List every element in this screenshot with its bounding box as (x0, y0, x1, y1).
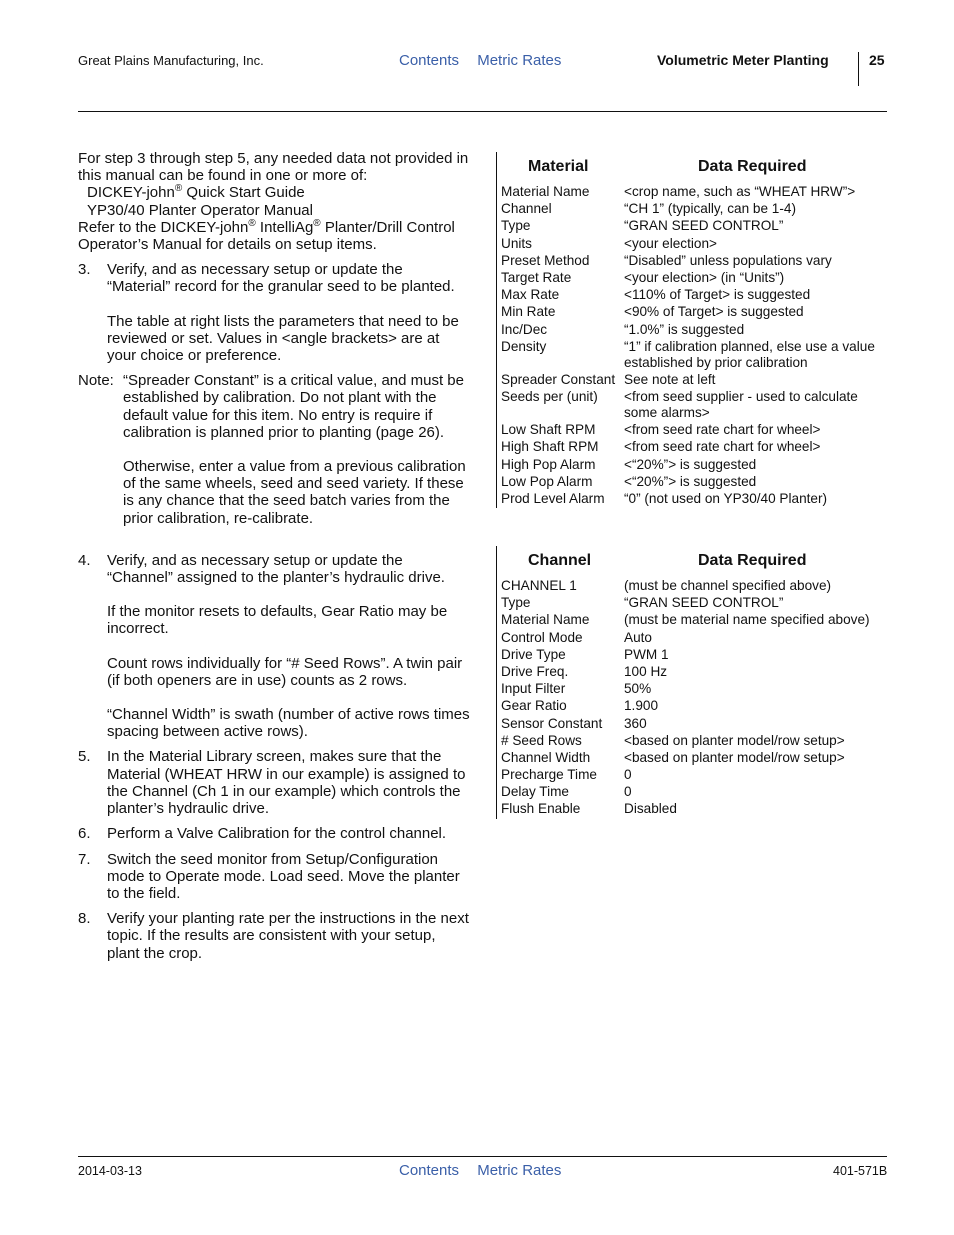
note-label: Note: (78, 372, 114, 390)
parameter-value: <your election> (624, 235, 717, 251)
table-row (497, 578, 892, 594)
parameter-value: 360 (624, 715, 647, 731)
header-divider (858, 52, 859, 86)
parameter-name: CHANNEL 1 (501, 578, 577, 593)
table-row (497, 304, 892, 320)
table-row (497, 339, 892, 371)
step-8 (78, 910, 470, 962)
table-row (497, 647, 892, 663)
step-number: 5. (78, 748, 91, 766)
parameter-value: <crop name, such as “WHEAT HRW”> (624, 184, 856, 199)
step-text: Switch the seed monitor from Setup/Configuration mode to Operate mode. Load seed. Move the planter to the field. (107, 850, 460, 902)
table-row (497, 595, 892, 611)
table-row (497, 322, 892, 338)
header-nav (399, 52, 575, 69)
table-row (497, 716, 892, 732)
table-row (497, 767, 892, 783)
parameter-name: Preset Method (501, 252, 590, 268)
column-header-channel: Channel (528, 552, 592, 569)
table-row (497, 664, 892, 680)
parameter-value: 0 (624, 767, 632, 783)
metric-rates-link[interactable]: Metric Rates (477, 52, 562, 69)
step-3 (78, 261, 470, 364)
parameter-value: Auto (624, 629, 652, 645)
step-4 (78, 552, 470, 741)
parameter-name: Flush Enable (501, 801, 581, 817)
parameter-name: Control Mode (501, 629, 583, 645)
table-row (497, 681, 892, 697)
step-text: Perform a Valve Calibration for the control channel. (107, 825, 447, 843)
parameter-value: <your election> (in “Units”) (624, 269, 785, 285)
parameter-value: <110% of Target> is suggested (624, 287, 811, 303)
table-row (497, 801, 892, 817)
parameter-value: PWM 1 (624, 646, 669, 662)
parameter-value: (must be channel specified above) (624, 578, 832, 593)
parameter-value: “CH 1” (typically, can be 1-4) (624, 201, 796, 217)
parameter-name: Channel Width (501, 749, 591, 765)
parameter-value: <from seed rate chart for wheel> (624, 439, 821, 455)
parameter-name: Drive Type (501, 646, 566, 662)
column-header-data-required: Data Required (698, 158, 807, 175)
step-number: 6. (78, 825, 91, 843)
step-text: Verify your planting rate per the instructions in the next topic. If the results are consistent with your setup, plant the crop. (107, 910, 469, 962)
parameter-value: “Disabled” unless populations vary (624, 252, 832, 268)
parameter-value: <“20%”> is suggested (624, 473, 757, 489)
parameter-name: Inc/Dec (501, 321, 548, 337)
parameter-name: Seeds per (unit) (501, 389, 598, 405)
footer-date: 2014-03-13 (78, 1164, 142, 1178)
company-name: Great Plains Manufacturing, Inc. (78, 53, 264, 68)
note-block (78, 372, 470, 527)
footer-nav (399, 1162, 575, 1179)
parameter-name: Target Rate (501, 269, 572, 285)
instructions-column (78, 150, 470, 962)
parameter-name: Material Name (501, 612, 590, 628)
table-row (497, 784, 892, 800)
table-row (497, 474, 892, 490)
table-row (497, 372, 892, 388)
table-row (497, 287, 892, 303)
table-row (497, 389, 892, 421)
step-text: “Channel Width” is swath (number of active rows times spacing between active rows). (107, 706, 470, 741)
parameter-name: Low Shaft RPM (501, 422, 596, 438)
parameter-name: Max Rate (501, 287, 560, 303)
contents-link[interactable]: Contents (399, 52, 460, 69)
step-7 (78, 851, 470, 903)
intro-text: For step 3 through step 5, any needed data not provided in this manual can be found in one or more of: (78, 150, 469, 185)
parameter-name: Material Name (501, 184, 590, 199)
parameter-name: Drive Freq. (501, 663, 569, 679)
parameter-value: “1.0%” is suggested (624, 321, 745, 337)
contents-link[interactable]: Contents (399, 1162, 460, 1179)
parameter-value: “1” if calibration planned, else use a value established by prior calibration (624, 338, 875, 370)
table-row (497, 457, 892, 473)
metric-rates-link[interactable]: Metric Rates (477, 1162, 562, 1179)
parameter-value: “0” (not used on YP30/40 Planter) (624, 491, 828, 506)
table-row (497, 750, 892, 766)
parameter-name: Delay Time (501, 784, 569, 800)
header-rule (78, 111, 887, 112)
table-row (497, 253, 892, 269)
parameter-value: “GRAN SEED CONTROL” (624, 218, 784, 234)
parameter-value: 100 Hz (624, 663, 668, 679)
parameter-value: <from seed rate chart for wheel> (624, 422, 821, 438)
parameter-value: “GRAN SEED CONTROL” (624, 595, 784, 611)
parameter-value: <90% of Target> is suggested (624, 304, 804, 320)
parameter-name: Precharge Time (501, 767, 597, 783)
step-text: The table at right lists the parameters that need to be reviewed or set. Values in <angle brackets> are at your choice or preference. (107, 312, 459, 365)
document-number: 401-571B (833, 1164, 888, 1178)
parameter-name: Gear Ratio (501, 698, 567, 714)
parameter-value: 50% (624, 681, 652, 697)
step-text: Verify, and as necessary setup or update the “Material” record for the granular seed to be planted. (107, 261, 455, 296)
column-header-material: Material (528, 158, 589, 175)
channel-table-header (497, 546, 892, 578)
parameter-name: High Shaft RPM (501, 439, 599, 455)
channel-table (496, 546, 892, 819)
page-number: 25 (869, 52, 885, 68)
step-6 (78, 825, 470, 842)
step-text: If the monitor resets to defaults, Gear Ratio may be incorrect. (107, 603, 448, 638)
parameter-value: 0 (624, 784, 632, 800)
parameter-name: Channel (501, 201, 552, 217)
refer-text: Refer to the DICKEY-john® IntelliAg® Planter/Drill Control Operator’s Manual for details on setup items. (78, 217, 455, 254)
step-number: 4. (78, 551, 91, 569)
parameter-name: Units (501, 235, 532, 251)
parameter-name: Input Filter (501, 681, 566, 697)
parameter-name: Type (501, 218, 531, 234)
parameter-name: High Pop Alarm (501, 456, 596, 472)
table-row (497, 184, 892, 200)
parameter-name: Spreader Constant (501, 371, 616, 387)
table-row (497, 698, 892, 714)
source-operator-manual: YP30/40 Planter Operator Manual (87, 201, 313, 219)
step-text: Count rows individually for “# Seed Rows”. A twin pair (if both openers are in use) counts as 2 rows. (107, 654, 463, 689)
step-text: Verify, and as necessary setup or update the “Channel” assigned to the planter’s hydraulic drive. (107, 551, 445, 587)
parameter-name: Type (501, 595, 531, 611)
source-quick-start: DICKEY-john® Quick Start Guide (87, 183, 305, 202)
parameter-value: 1.900 (624, 698, 659, 714)
parameter-value: <based on planter model/row setup> (624, 749, 845, 765)
step-number: 7. (78, 850, 91, 868)
table-row (497, 630, 892, 646)
parameter-name: Prod Level Alarm (501, 491, 605, 506)
parameter-value: See note at left (624, 371, 716, 387)
material-table (496, 152, 892, 508)
footer-rule (78, 1156, 887, 1157)
parameter-value: <based on planter model/row setup> (624, 732, 845, 748)
step-number: 3. (78, 261, 91, 279)
material-table-header (497, 152, 892, 184)
table-row (497, 236, 892, 252)
step-number: 8. (78, 910, 91, 928)
parameter-value: Disabled (624, 801, 677, 817)
table-row (497, 733, 892, 749)
note-text: Otherwise, enter a value from a previous calibration of the same wheels, seed and seed variety. If these is any chance that the seed batch varies from the prior calibration, re-calibrate. (123, 458, 466, 527)
table-row (497, 218, 892, 234)
step-text: In the Material Library screen, makes sure that the Material (WHEAT HRW in our example) is assigned to the Channel (Ch 1 in our example) which controls the planter’s hydraulic drive. (107, 748, 466, 818)
parameter-value: <“20%”> is suggested (624, 456, 757, 472)
table-row (497, 439, 892, 455)
table-row (497, 612, 892, 628)
table-row (497, 270, 892, 286)
column-header-data-required: Data Required (698, 552, 807, 569)
parameter-value: (must be material name specified above) (624, 612, 870, 628)
table-row (497, 201, 892, 217)
parameter-name: # Seed Rows (501, 732, 582, 748)
table-row (497, 491, 892, 507)
table-row (497, 422, 892, 438)
parameter-value: <from seed supplier - used to calculate some alarms> (624, 389, 858, 421)
section-title: Volumetric Meter Planting (657, 52, 829, 68)
parameter-name: Density (501, 338, 547, 354)
step-5 (78, 748, 470, 817)
parameter-name: Sensor Constant (501, 715, 603, 731)
note-text: “Spreader Constant” is a critical value, and must be established by calibration. Do not plant with the default value for this item. No entry is require if calibration is planned prior to planting (page 26). (123, 372, 464, 441)
parameter-name: Low Pop Alarm (501, 473, 593, 489)
parameter-name: Min Rate (501, 304, 556, 320)
